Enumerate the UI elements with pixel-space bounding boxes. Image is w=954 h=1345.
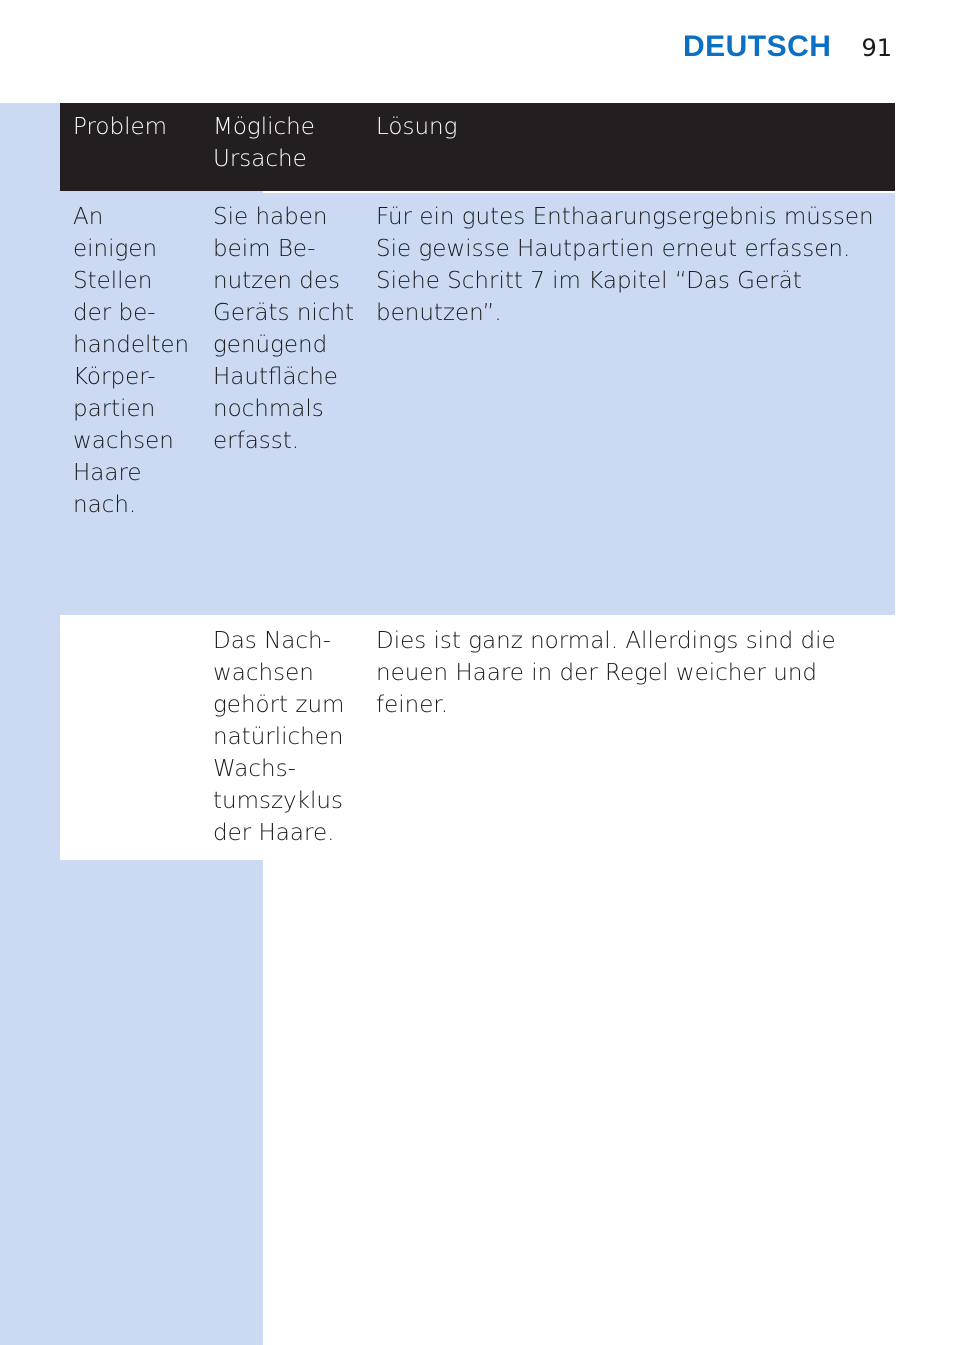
cell-line: nochmals	[213, 396, 324, 422]
cell-line: wachsen	[213, 660, 314, 686]
table-row	[60, 615, 895, 860]
cell-line: partien	[73, 396, 156, 422]
cell-line: neuen Haare in der Regel weicher und	[376, 660, 818, 686]
column-header-problem: Problem	[73, 114, 168, 140]
solution-cell	[363, 625, 895, 860]
table-row	[60, 193, 895, 615]
cell-line: der Haare.	[213, 820, 335, 846]
cell-line: beim Be-	[213, 236, 316, 262]
header-line: Ursache	[213, 146, 307, 172]
cell-line: der be-	[73, 300, 156, 326]
cell-line: benutzen”.	[376, 300, 502, 326]
cell-line: Dies ist ganz normal. Allerdings sind die	[376, 628, 836, 654]
problem-cell	[60, 201, 200, 615]
cell-line: Sie gewisse Hautpartien erneut erfassen.	[376, 236, 851, 262]
cell-line: Wachs-	[213, 756, 296, 782]
problem-cell	[60, 625, 200, 860]
cell-line: nach.	[73, 492, 137, 518]
header-line: Mögliche	[213, 114, 315, 140]
page-number: 91	[861, 34, 892, 62]
cell-line: Siehe Schritt 7 im Kapitel “Das Gerät	[376, 268, 802, 294]
cell-line: gehört zum	[213, 692, 345, 718]
cell-line: genügend	[213, 332, 328, 358]
cell-line: erfasst.	[213, 428, 300, 454]
cell-line: feiner.	[376, 692, 449, 718]
column-header-cause	[200, 111, 363, 191]
cell-line: einigen	[73, 236, 158, 262]
cell-line: Sie haben	[213, 204, 328, 230]
solution-cell	[363, 201, 895, 615]
cell-line: Hautfläche	[213, 364, 338, 390]
page-header	[683, 30, 892, 64]
cell-line: wachsen	[73, 428, 174, 454]
language-title: DEUTSCH	[682, 30, 832, 63]
table-header-row	[60, 103, 895, 191]
cell-line: Für ein gutes Enthaarungsergebnis müssen	[376, 204, 874, 230]
column-header-cause-text	[213, 111, 363, 175]
cell-line: nutzen des	[213, 268, 341, 294]
troubleshooting-table	[60, 103, 895, 860]
cell-line: natürlichen	[213, 724, 344, 750]
cause-cell	[200, 201, 363, 615]
cause-cell	[200, 625, 363, 860]
cell-line: Stellen	[73, 268, 153, 294]
cell-line: handelten	[73, 332, 190, 358]
column-header-solution: Lösung	[376, 114, 458, 140]
cell-line: An	[73, 204, 104, 230]
cell-line: Geräts nicht	[213, 300, 355, 326]
cell-line: Haare	[73, 460, 142, 486]
cell-line: Das Nach-	[213, 628, 331, 654]
cell-line: Körper-	[73, 364, 156, 390]
cell-line: tumszyklus	[213, 788, 343, 814]
